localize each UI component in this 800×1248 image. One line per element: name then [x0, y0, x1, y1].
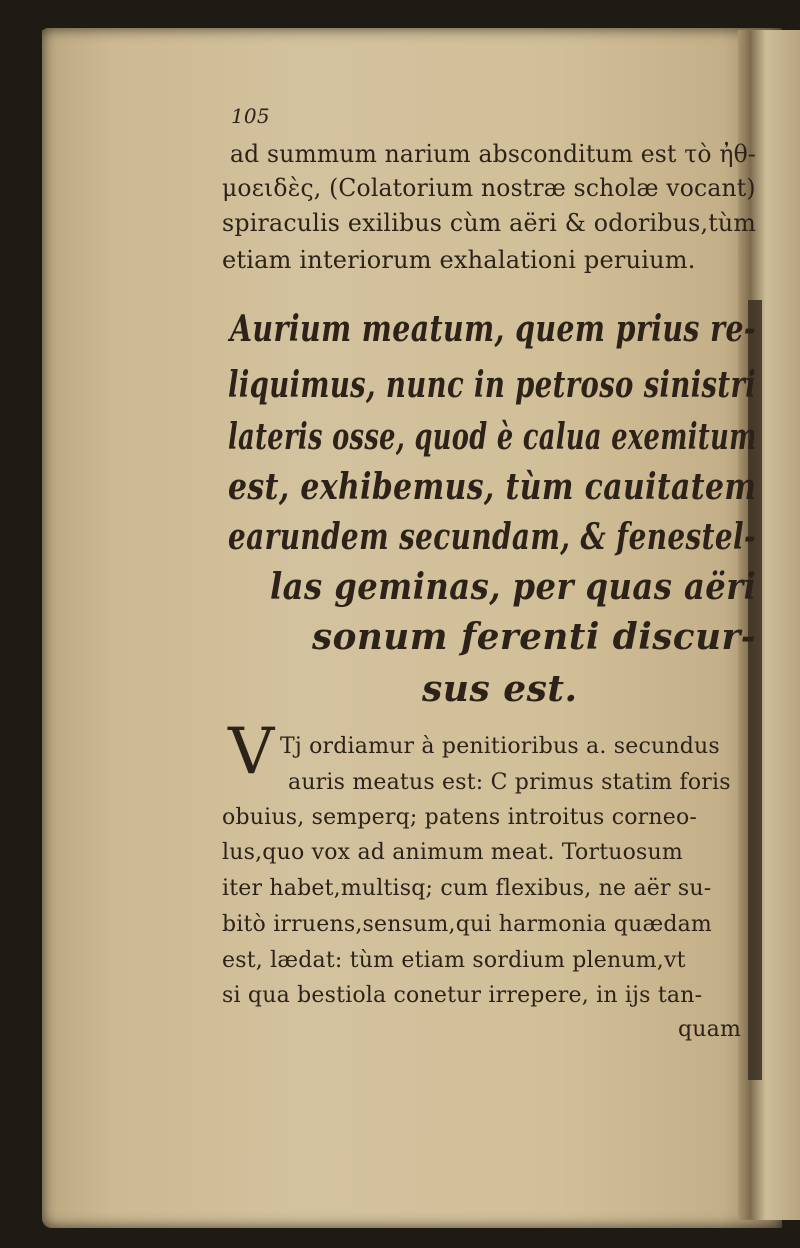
caption-line: sus est.	[422, 668, 578, 710]
caption-line: est, exhibemus, tùm cauitatem	[228, 466, 757, 508]
text-line: obuius, semperq; patens introitus corneo-	[222, 805, 698, 830]
text-line: spiraculis exilibus cùm aëri & odoribus,tùm	[222, 209, 757, 237]
caption-line: earundem secundam, & fenestel-	[228, 516, 756, 558]
caption-line: lateris osse, quod è calua exemitum	[228, 416, 757, 458]
text-line: μοειδὲς, (Colatorium nostræ scholæ vocant)	[222, 174, 756, 202]
text-line: est, lædat: tùm etiam sordium plenum,vt	[222, 948, 686, 973]
text-line: lus,quo vox ad animum meat. Tortuosum	[222, 840, 683, 865]
text-line: bitò irruens,sensum,qui harmonia quædam	[222, 912, 712, 937]
text-line: ad summum narium absconditum est τὸ ἠθ-	[230, 140, 757, 168]
text-line: si qua bestiola conetur irrepere, in ijs tan-	[222, 983, 703, 1008]
text-line: Tj ordiamur à penitioribus a. secundus	[280, 734, 720, 759]
page-number: 105	[231, 104, 270, 128]
drop-cap: V	[228, 715, 275, 789]
caption-line: Aurium meatum, quem prius re-	[230, 308, 757, 350]
caption-line: liquimus, nunc in petroso sinistri	[228, 364, 757, 406]
text-line: etiam interiorum exhalationi peruium.	[222, 246, 696, 274]
caption-line: las geminas, per quas aëri	[270, 566, 757, 608]
catchword: quam	[678, 1017, 742, 1042]
text-line: auris meatus est: C primus statim foris	[288, 770, 731, 795]
text-line: iter habet,multisq; cum flexibus, ne aër su-	[222, 876, 712, 901]
caption-line: sonum ferenti discur-	[312, 616, 757, 658]
